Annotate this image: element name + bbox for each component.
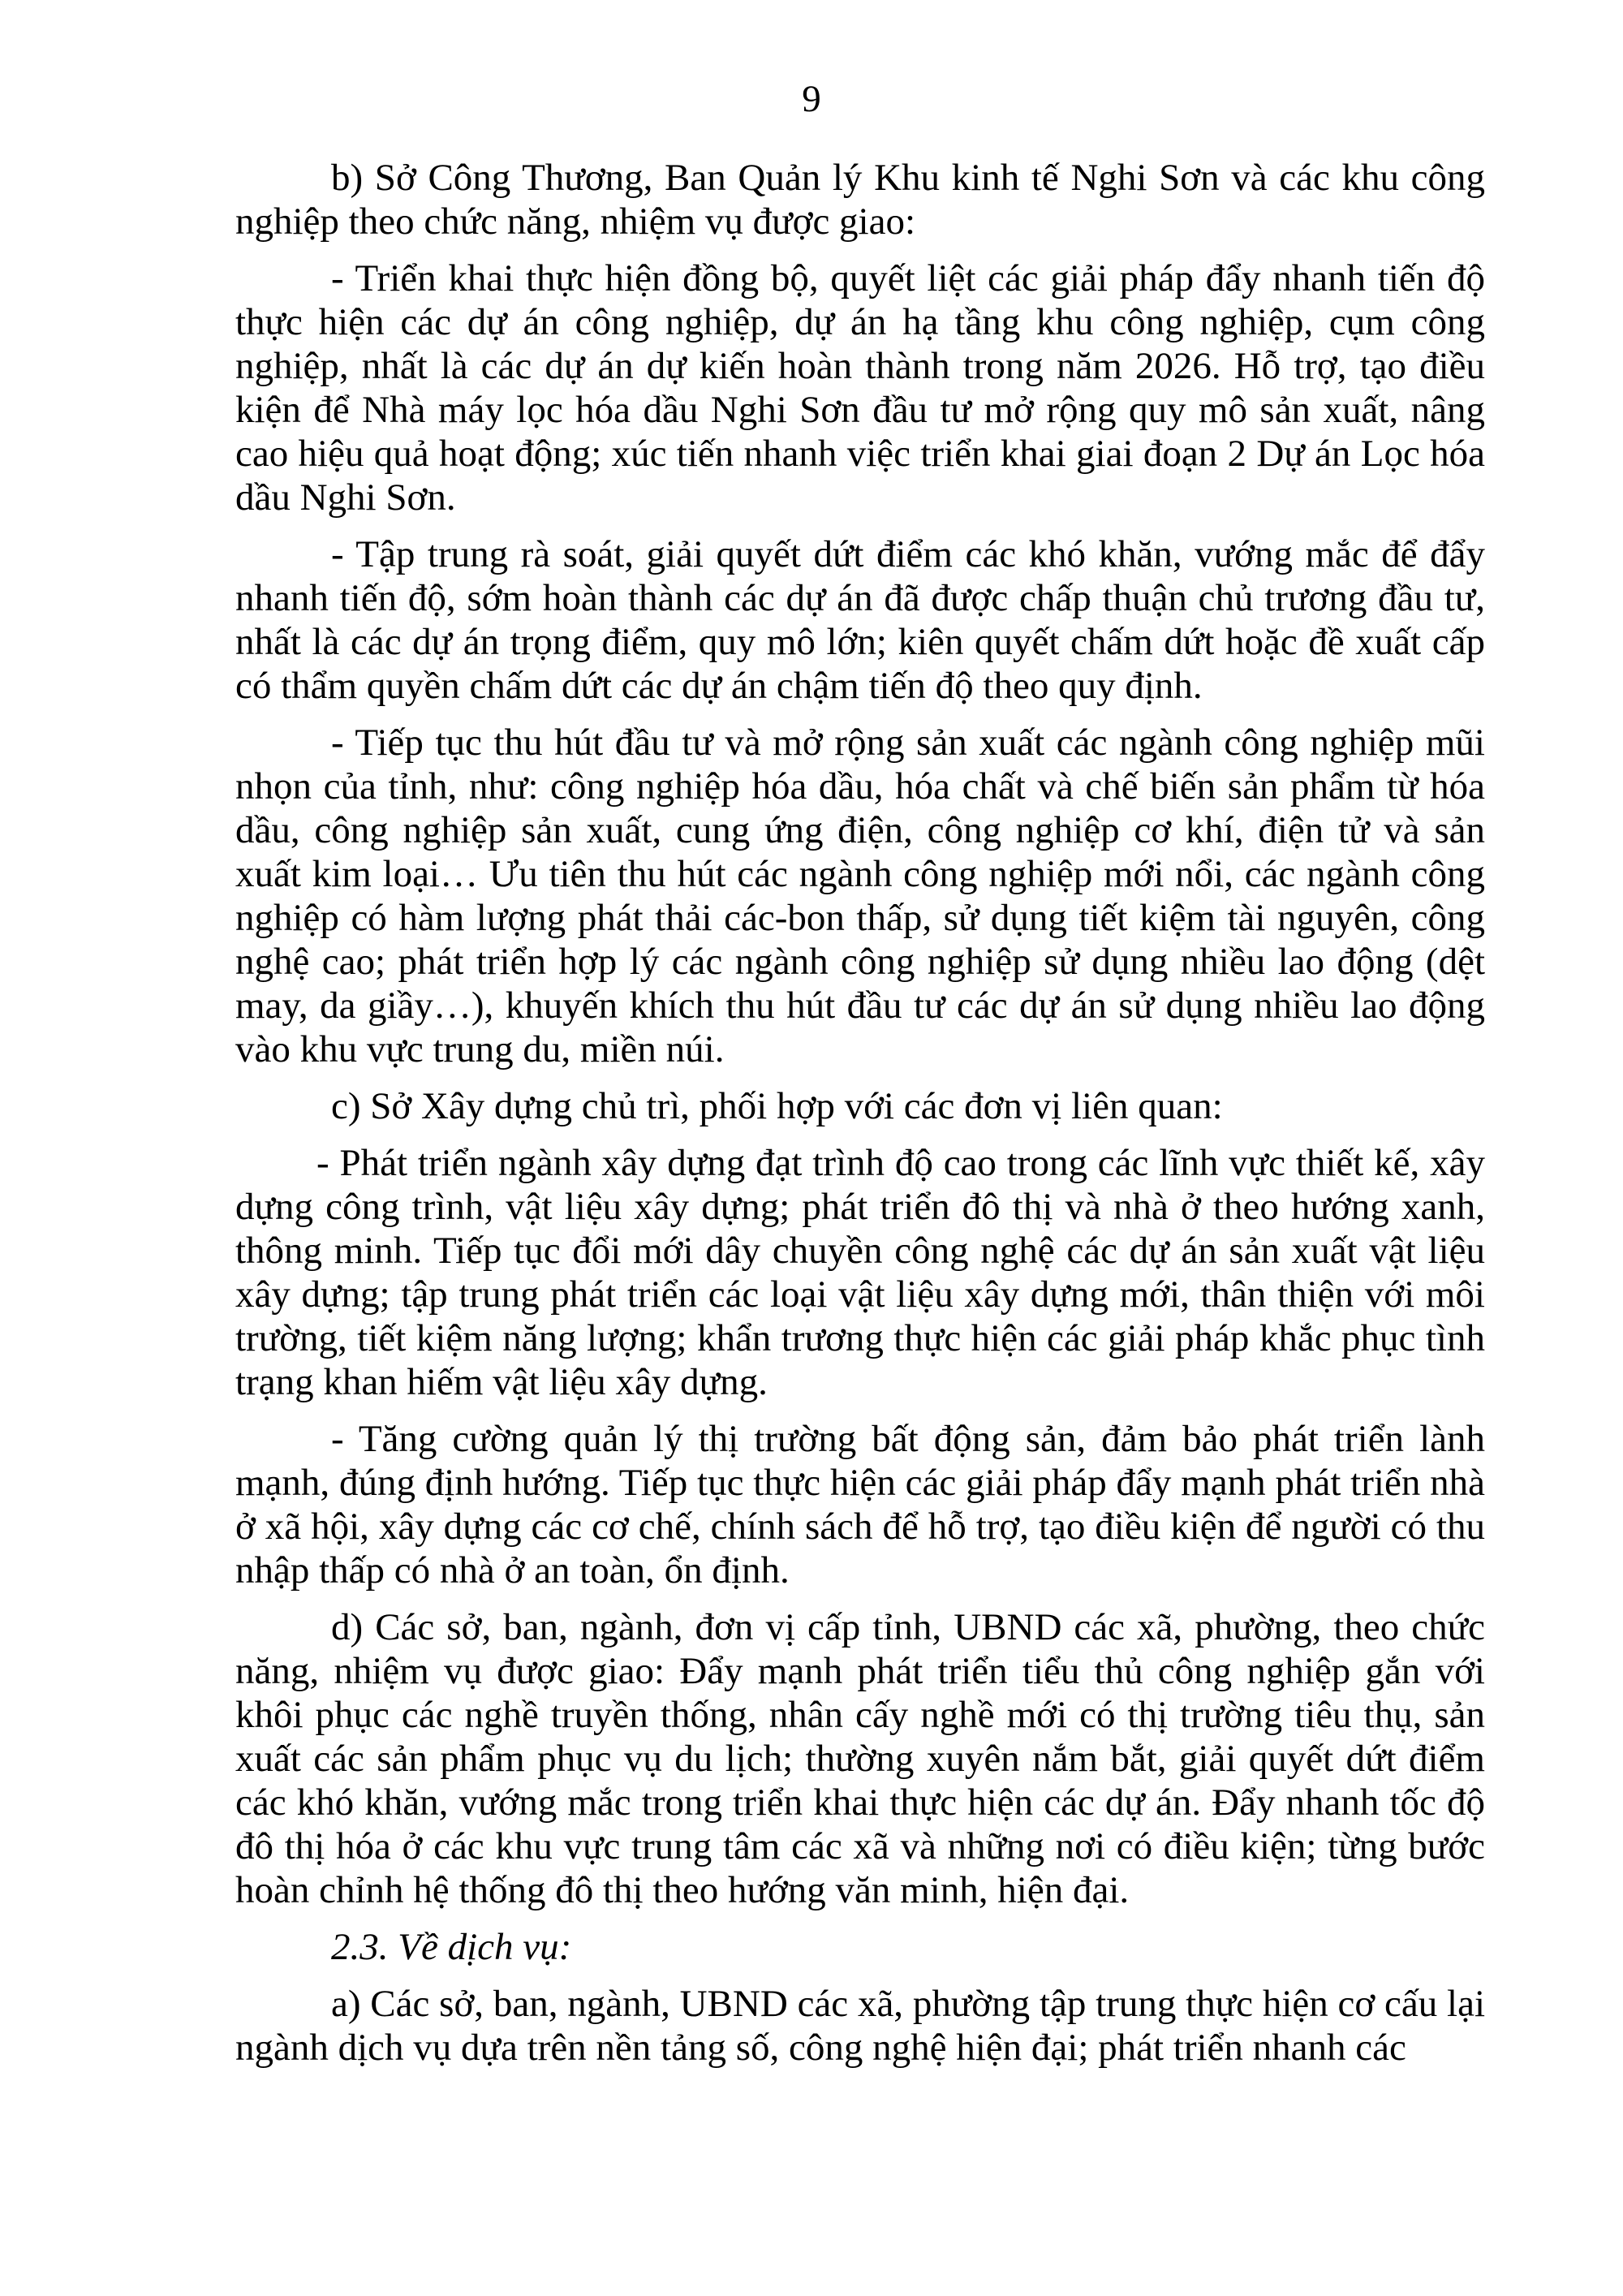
paragraph-b-item-3: - Tiếp tục thu hút đầu tư và mở rộng sản xuất các ngành công nghiệp mũi nhọn của tỉnh, như: công nghiệp hóa dầu, hóa chất và chế biến sản phẩm từ hóa dầu, công nghiệp sản xuất, cung ứng điện, công nghiệp cơ khí, điện tử và sản xuất kim loại… Ưu tiên thu hút các ngành công nghiệp mới nổi, các ngành công nghiệp có hàm lượng phát thải các-bon thấp, sử dụng tiết kiệm tài nguyên, công nghệ cao; phát triển hợp lý các ngành công nghiệp sử dụng nhiều lao động (dệt may, da giầy…), khuyến khích thu hút đầu tư các dự án sử dụng nhiều lao động vào khu vực trung du, miền núi. — [235, 722, 1485, 1070]
section-heading-services: 2.3. Về dịch vụ: — [331, 1926, 572, 1968]
paragraph-b-item-1: - Triển khai thực hiện đồng bộ, quyết liệt các giải pháp đẩy nhanh tiến độ thực hiện các dự án công nghiệp, dự án hạ tầng khu công nghiệp, cụm công nghiệp, nhất là các dự án dự kiến hoàn thành trong năm 2026. Hỗ trợ, tạo điều kiện để Nhà máy lọc hóa dầu Nghi Sơn đầu tư mở rộng quy mô sản xuất, nâng cao hiệu quả hoạt động; xúc tiến nhanh việc triển khai giai đoạn 2 Dự án Lọc hóa dầu Nghi Sơn. — [235, 257, 1485, 519]
paragraph-section-d: d) Các sở, ban, ngành, đơn vị cấp tỉnh, UBND các xã, phường, theo chức năng, nhiệm vụ được giao: Đẩy mạnh phát triển tiểu thủ công nghiệp gắn với khôi phục các nghề truyền thống, nhân cấy nghề mới có thị trường tiêu thụ, sản xuất các sản phẩm phục vụ du lịch; thường xuyên nắm bắt, giải quyết dứt điểm các khó khăn, vướng mắc trong triển khai thực hiện các dự án. Đẩy nhanh tốc độ đô thị hóa ở các khu vực trung tâm các xã và những nơi có điều kiện; từng bước hoàn chỉnh hệ thống đô thị theo hướng văn minh, hiện đại. — [235, 1606, 1485, 1911]
paragraph-c-item-2: - Tăng cường quản lý thị trường bất động sản, đảm bảo phát triển lành mạnh, đúng định hướng. Tiếp tục thực hiện các giải pháp đẩy mạnh phát triển nhà ở xã hội, xây dựng các cơ chế, chính sách để hỗ trợ, tạo điều kiện để người có thu nhập thấp có nhà ở an toàn, ổn định. — [235, 1418, 1485, 1592]
paragraph-c-item-1: - Phát triển ngành xây dựng đạt trình độ cao trong các lĩnh vực thiết kế, xây dựng công trình, vật liệu xây dựng; phát triển đô thị và nhà ở theo hướng xanh, thông minh. Tiếp tục đổi mới dây chuyền công nghệ các dự án sản xuất vật liệu xây dựng; tập trung phát triển các loại vật liệu xây dựng mới, thân thiện với môi trường, tiết kiệm năng lượng; khẩn trương thực hiện các giải pháp khắc phục tình trạng khan hiếm vật liệu xây dựng. — [235, 1142, 1485, 1403]
page-number: 9 — [802, 78, 821, 120]
document-body — [235, 156, 1485, 2083]
paragraph-b-item-2: - Tập trung rà soát, giải quyết dứt điểm các khó khăn, vướng mắc để đẩy nhanh tiến độ, sớm hoàn thành các dự án đã được chấp thuận chủ trương đầu tư, nhất là các dự án trọng điểm, quy mô lớn; kiên quyết chấm dứt hoặc đề xuất cấp có thẩm quyền chấm dứt các dự án chậm tiến độ theo quy định. — [235, 533, 1485, 707]
paragraph-section-b: b) Sở Công Thương, Ban Quản lý Khu kinh tế Nghi Sơn và các khu công nghiệp theo chức năng, nhiệm vụ được giao: — [235, 157, 1485, 243]
paragraph-section-c: c) Sở Xây dựng chủ trì, phối hợp với các đơn vị liên quan: — [331, 1085, 1223, 1127]
paragraph-services-a: a) Các sở, ban, ngành, UBND các xã, phường tập trung thực hiện cơ cấu lại ngành dịch vụ dựa trên nền tảng số, công nghệ hiện đại; phát triển nhanh các — [235, 1983, 1485, 2069]
